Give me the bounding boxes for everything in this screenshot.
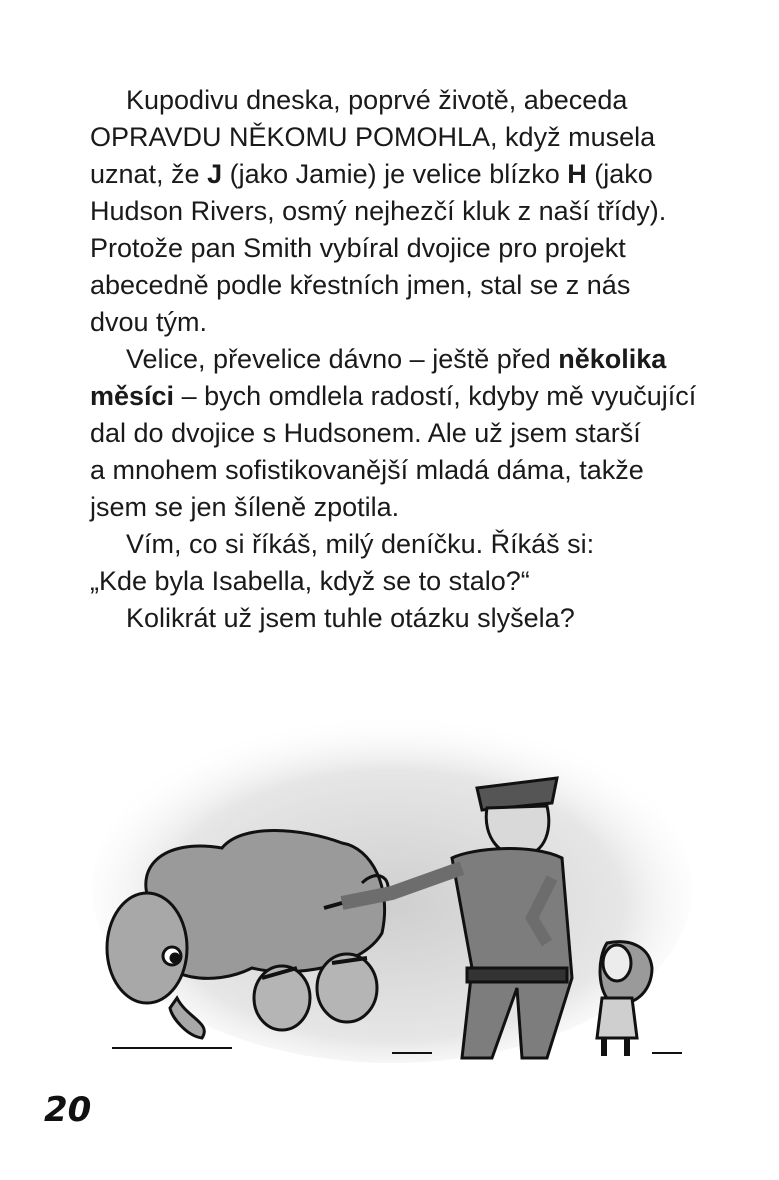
text-line: [90, 341, 730, 378]
text-run: Protože pan Smith vybíral dvojice pro projekt: [90, 233, 626, 263]
text-line: [90, 526, 730, 563]
bold-text: několika: [558, 344, 667, 374]
text-line: [90, 119, 730, 156]
text-line: [90, 156, 730, 193]
bold-text: H: [567, 159, 587, 189]
text-run: dal do dvojice s Hudsonem. Ale už jsem starší: [90, 418, 641, 448]
text-line: [90, 415, 730, 452]
text-run: Hudson Rivers, osmý nejhezčí kluk z naší třídy).: [90, 196, 667, 226]
text-line: [90, 193, 730, 230]
text-line: [90, 600, 730, 637]
text-run: – bych omdlela radostí, kdyby mě vyučující: [174, 381, 697, 411]
text-run: Kupodivu dneska, poprvé životě, abeceda: [126, 85, 628, 115]
body-text: [90, 82, 730, 637]
page-number: 20: [44, 1090, 92, 1130]
text-run: jsem se jen šíleně zpotila.: [90, 492, 400, 522]
illustration: [92, 718, 692, 1068]
bold-text: J: [207, 159, 223, 189]
text-run: (jako Jamie) je velice blízko: [222, 159, 568, 189]
text-line: [90, 230, 730, 267]
text-run: a mnohem sofistikovanější mladá dáma, takže: [90, 455, 644, 485]
text-line: [90, 563, 730, 600]
text-line: [90, 452, 730, 489]
text-run: dvou tým.: [90, 307, 208, 337]
text-run: abecedně podle křestních jmen, stal se z nás: [90, 270, 631, 300]
text-run: „Kde byla Isabella, když se to stalo?“: [90, 566, 530, 596]
text-line: [90, 267, 730, 304]
text-run: uznat, že: [90, 159, 208, 189]
text-line: [90, 304, 730, 341]
bold-text: měsíci: [90, 381, 175, 411]
text-run: Vím, co si říkáš, milý deníčku. Říkáš si:: [126, 529, 595, 559]
text-run: OPRAVDU NĚKOMU POMOHLA, když musela: [90, 122, 656, 152]
text-line: [90, 82, 730, 119]
text-run: Kolikrát už jsem tuhle otázku slyšela?: [126, 603, 575, 633]
text-line: [90, 378, 730, 415]
text-run: (jako: [586, 159, 653, 189]
text-run: Velice, převelice dávno – ještě před: [126, 344, 559, 374]
girl-icon: [597, 942, 652, 1056]
text-line: [90, 489, 730, 526]
